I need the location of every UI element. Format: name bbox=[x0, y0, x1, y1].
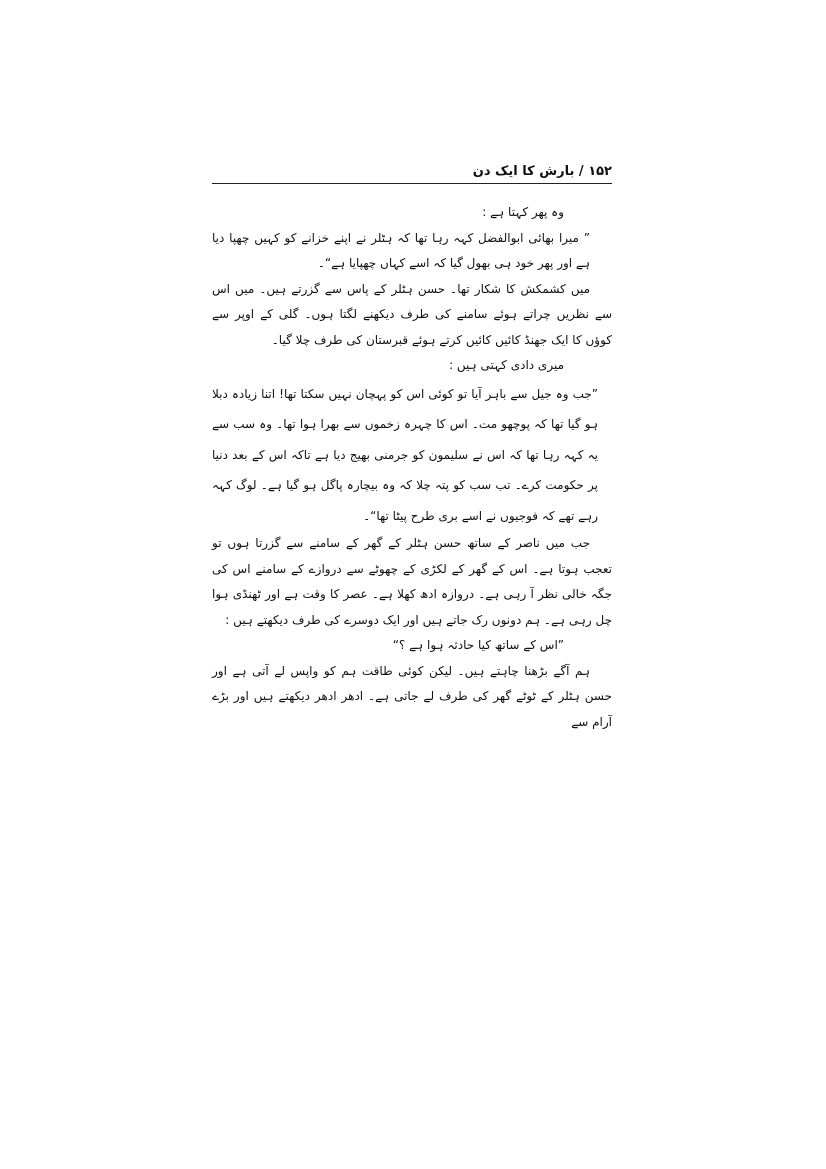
body-text bbox=[212, 200, 612, 735]
paragraph-dilemma: میں کشمکش کا شکار تھا۔ حسن ہٹلر کے پاس سے گزرتے ہیں۔ میں اس سے نظریں چراتے ہوئے سامنے کی طرف دیکھنے لگتا ہوں۔ گلی کے اوپر سے کوؤں کا ایک جھنڈ کائیں کائیں کرتے ہوئے قبرستان کی طرف چلا گیا۔ bbox=[212, 281, 612, 347]
paragraph-quote-brother: ” میرا بھائی ابوالفضل کہہ رہا تھا کہ ہٹلر نے اپنے خزانے کو کہیں چھپا دیا ہے اور پھر خود ہی بھول گیا کہ اسے کہاں چھپایا ہے“۔ bbox=[212, 230, 590, 270]
paragraph-grandmother-intro: میری دادی کہتی ہیں : bbox=[449, 358, 564, 372]
paragraph-intro: وہ پھر کہتا ہے : bbox=[482, 205, 564, 219]
running-head: ۱۵۲ / بارش کا ایک دن bbox=[472, 164, 612, 179]
block-quote-grandmother: ”جب وہ جیل سے باہر آیا تو کوئی اس کو پہچان نہیں سکتا تھا! اتنا زیادہ دبلا ہو گیا تھا کہ پوچھو مت۔ اس کا چہرہ زخموں سے بھرا ہوا تھا۔ وہ سب سے یہ کہہ رہا تھا کہ اس نے سلیمون کو جرمنی بھیج دیا ہے تاکہ اس کے بعد دنیا پر حکومت کرے۔ تب سب کو پتہ چلا کہ وہ بیچارہ پاگل ہو گیا ہے۔ لوگ کہہ رہے تھے کہ فوجیوں نے اسے بری طرح پیٹا تھا“۔ bbox=[212, 386, 598, 523]
paragraph-final: ہم آگے بڑھنا چاہتے ہیں۔ لیکن کوئی طاقت ہم کو واپس لے آتی ہے اور حسن ہٹلر کے ٹوٹے گھر کی طرف لے جاتی ہے۔ ادھر ادھر دیکھتے ہیں اور بڑے آرام سے bbox=[212, 663, 612, 729]
paragraph-question: ”اس کے ساتھ کیا حادثہ ہوا ہے ؟“ bbox=[392, 638, 564, 652]
header-rule bbox=[212, 183, 612, 184]
paragraph-passing-house: جب میں ناصر کے ساتھ حسن ہٹلر کے گھر کے سامنے سے گزرتا ہوں تو تعجب ہوتا ہے۔ اس کے گھر کے لکڑی کے چھوٹے سے دروازے کے سامنے اس کی جگہ خالی نظر آ رہی ہے۔ دروازہ ادھ کھلا ہے۔ عصر کا وقت ہے اور ٹھنڈی ہوا چل رہی ہے۔ ہم دونوں رک جاتے ہیں اور ایک دوسرے کی طرف دیکھتے ہیں : bbox=[212, 536, 612, 627]
